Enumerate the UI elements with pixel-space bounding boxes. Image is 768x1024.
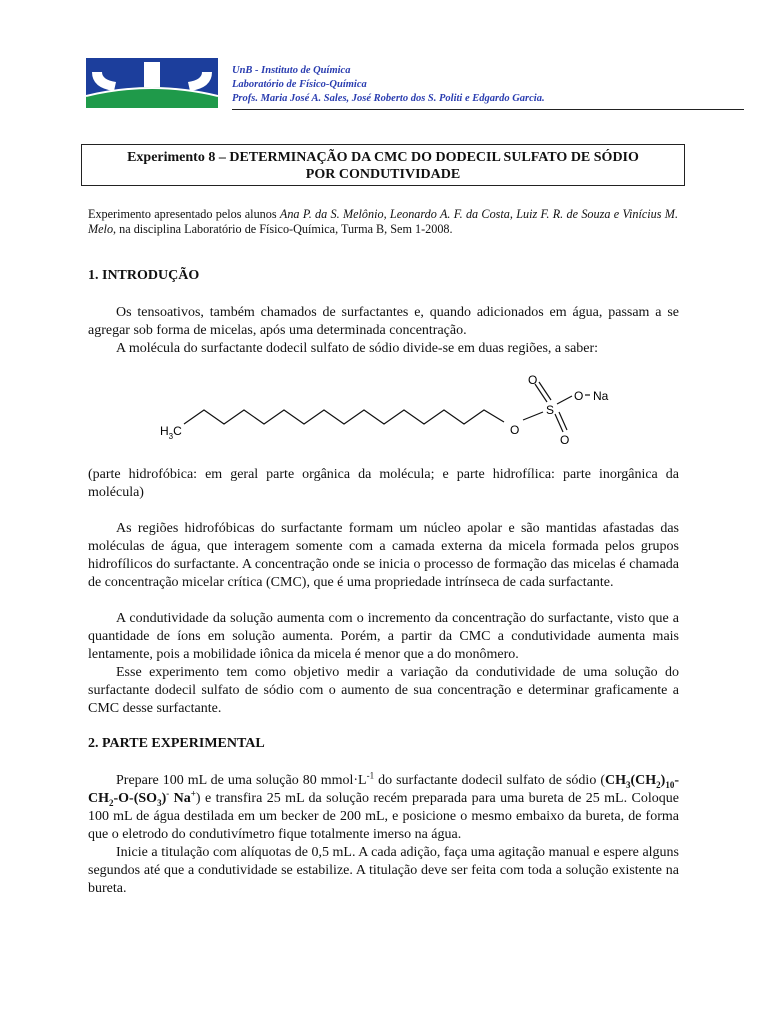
oxygen-na-label: O bbox=[574, 389, 584, 403]
chemical-formula: $CH_3(CH_2)_{10}-CH_2-O-(SO_3)^-$ Na+ bbox=[88, 773, 679, 808]
professors-line: Profs. Maria José A. Sales, José Roberto dos S. Politi e Edgardo Garcia. bbox=[232, 93, 545, 104]
intro-paragraph-1: Os tensoativos, também chamados de surfactantes e, quando adicionados em água, passam a se agregar sob forma de micelas, após uma determinada concentração. bbox=[88, 305, 679, 338]
oxygen-top-label: O bbox=[528, 373, 538, 387]
document-title bbox=[81, 144, 685, 186]
institution-line: UnB - Instituto de Química bbox=[232, 65, 351, 76]
experimental-paragraph-1 bbox=[88, 772, 679, 844]
p1-text-a: Prepare 100 mL de uma solução 80 mmol·L bbox=[116, 773, 367, 788]
oxygen-bottom-label: O bbox=[560, 433, 570, 447]
intro-paragraph-4: As regiões hidrofóbicas do surfactante formam um núcleo apolar e são mantidas afastadas das moléculas de água, que interagem somente com a camada externa da micela formada pelos grupos hidrofílicos do surfactante. A concentração onde se inicia o processo de formação das micelas é chamada de concentração micelar crítica (CMC), que é uma propriedade intrínseca de cada surfactante. bbox=[88, 521, 679, 590]
page-header bbox=[86, 58, 660, 112]
header-divider bbox=[232, 109, 744, 110]
credit-suffix: , na disciplina Laboratório de Físico-Química, Turma B, Sem 1-2008. bbox=[113, 222, 453, 236]
sulfur-label: S bbox=[546, 403, 555, 417]
p1-text-b: do surfactante dodecil sulfato de sódio ( bbox=[374, 773, 605, 788]
authors-credit bbox=[88, 207, 678, 237]
unit-superscript: -1 bbox=[366, 770, 375, 781]
h3c-subscript: 3 bbox=[168, 432, 174, 441]
section-heading-experimental: 2. PARTE EXPERIMENTAL bbox=[88, 736, 265, 751]
experimental-paragraph-2: Inicie a titulação com alíquotas de 0,5 mL. A cada adição, faça uma agitação manual e espere alguns segundos até que a condutividade se estabilize. A titulação deve ser feita com toda a solução existente na bureta. bbox=[88, 845, 679, 896]
p1-text-c: ) e transfira 25 mL da solução recém preparada para uma bureta de 25 mL. Coloque 100 mL de água destilada em um becker de 200 mL, e posicione o mesmo embaixo da bureta, de forma que o eletrodo do condutivímetro fique totalmente imerso na água. bbox=[88, 791, 679, 842]
sodium-label: Na bbox=[593, 389, 609, 403]
title-line-2: POR CONDUTIVIDADE bbox=[305, 167, 461, 182]
institution-info bbox=[232, 64, 545, 106]
ester-oxygen-label: O bbox=[510, 423, 520, 437]
h3c-c: C bbox=[173, 424, 182, 438]
svg-text:H3C bbox=[160, 424, 182, 441]
section-heading-intro: 1. INTRODUÇÃO bbox=[88, 268, 200, 283]
unb-logo bbox=[86, 58, 218, 108]
lab-line: Laboratório de Físico-Química bbox=[232, 79, 367, 90]
h3c-h: H bbox=[160, 424, 169, 438]
intro-paragraph-2: A molécula do surfactante dodecil sulfato de sódio divide-se em duas regiões, a saber: bbox=[116, 341, 599, 356]
credit-names: Ana P. da S. Melônio, Leonardo A. F. da Costa, Luiz F. R. de Souza e Vinícius M. Melo bbox=[88, 207, 678, 236]
intro-paragraph-5: A condutividade da solução aumenta com o incremento da concentração do surfactante, visto que a quantidade de íons em solução aumenta. Porém, a partir da CMC a condutividade aumenta mais lentamente, pois a mobilidade iônica da micela é menor que a do monômero. bbox=[88, 611, 679, 662]
title-line-1: Experimento 8 – DETERMINAÇÃO DA CMC DO DODECIL SULFATO DE SÓDIO bbox=[127, 150, 639, 165]
sds-molecule-structure bbox=[150, 372, 630, 454]
credit-prefix: Experimento apresentado pelos alunos bbox=[88, 207, 280, 221]
intro-paragraph-3: (parte hidrofóbica: em geral parte orgânica da molécula; e parte hidrofílica: parte inorgânica da molécula) bbox=[88, 467, 679, 500]
intro-paragraph-6: Esse experimento tem como objetivo medir a variação da condutividade de uma solução do surfactante dodecil sulfato de sódio com o aumento de sua concentração e determinar graficamente a CMC desse surfactante. bbox=[88, 665, 679, 716]
